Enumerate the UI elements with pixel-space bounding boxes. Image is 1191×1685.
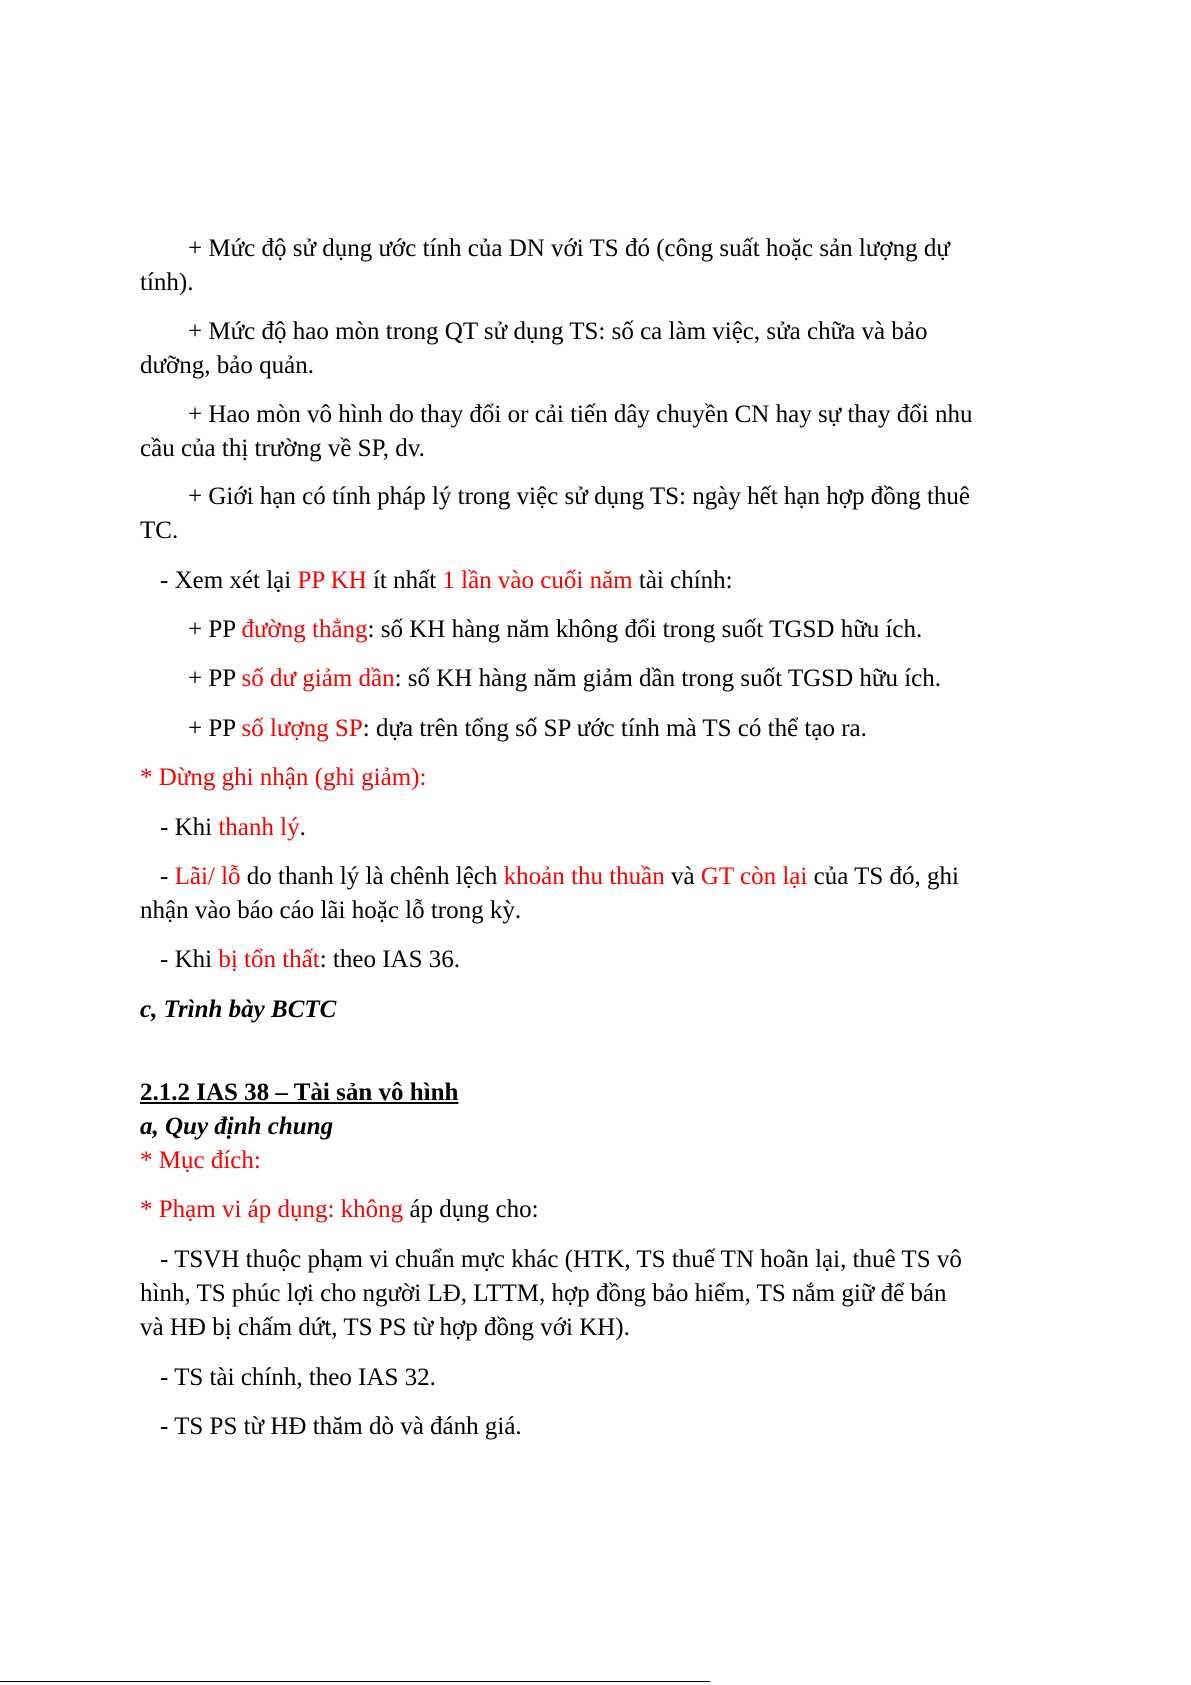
- exclusion-other-standards: - TSVH thuộc phạm vi chuẩn mực khác (HTK, TS thuế TN hoãn lại, thuê TS vô: [160, 1246, 962, 1273]
- text-span: : số KH hàng năm không đổi trong suốt TGSD hữu ích.: [367, 616, 923, 643]
- text-span: của TS đó, ghi: [807, 863, 959, 890]
- text-span: áp dụng cho:: [403, 1196, 539, 1223]
- section-c-heading: c, Trình bày BCTC: [140, 996, 337, 1023]
- footer-rule-dashed: [598, 1681, 710, 1682]
- text-span: do thanh lý là chênh lệch: [240, 863, 504, 890]
- highlight-span: số lượng SP: [241, 715, 363, 742]
- straight-line-method: [140, 613, 1108, 647]
- text-span: .: [299, 814, 306, 841]
- wear-line-cont: dưỡng, bảo quản.: [140, 352, 314, 379]
- text-span: + PP: [188, 715, 242, 742]
- highlight-span: thanh lý: [218, 814, 300, 841]
- wear-line: + Mức độ hao mòn trong QT sử dụng TS: số ca làm việc, sửa chữa và bảo: [188, 318, 928, 345]
- disposal-line: [140, 811, 1080, 845]
- text-span: tài chính:: [632, 567, 733, 594]
- impairment-line: [140, 943, 1080, 977]
- legal-limit-line: + Giới hạn có tính pháp lý trong việc sử dụng TS: ngày hết hạn hợp đồng thuê: [188, 483, 970, 510]
- highlight-span: PP KH: [297, 567, 367, 594]
- exclusion-other-standards-cont: và HĐ bị chấm dứt, TS PS từ hợp đồng với KH).: [140, 1314, 630, 1341]
- section-a-heading: a, Quy định chung: [140, 1113, 334, 1140]
- derecognition-heading: * Dừng ghi nhận (ghi giảm):: [140, 764, 427, 791]
- declining-balance-method: [140, 662, 1108, 696]
- highlight-span: khoản thu thuần: [503, 863, 665, 890]
- text-span: và: [664, 863, 701, 890]
- text-span: - Xem xét lại: [160, 567, 298, 594]
- highlight-span: đường thẳng: [241, 616, 368, 643]
- text-span: + PP: [188, 616, 242, 643]
- text-span: ít nhất: [366, 567, 443, 594]
- text-span: + PP: [188, 665, 242, 692]
- scope-line: [140, 1193, 1060, 1227]
- text-span: : theo IAS 36.: [319, 946, 460, 973]
- text-span: - Khi: [160, 946, 219, 973]
- section-212-heading: 2.1.2 IAS 38 – Tài sản vô hình: [140, 1079, 459, 1106]
- exclusion-exploration-assets: - TS PS từ HĐ thăm dò và đánh giá.: [160, 1413, 522, 1440]
- gain-loss-line-cont: nhận vào báo cáo lãi hoặc lỗ trong kỳ.: [140, 897, 522, 924]
- exclusion-financial-assets: - TS tài chính, theo IAS 32.: [160, 1364, 436, 1391]
- text-span: -: [160, 863, 175, 890]
- highlight-span: bị tổn thất: [218, 946, 320, 973]
- text-span: : số KH hàng năm giảm dần trong suốt TGSD hữu ích.: [394, 665, 941, 692]
- usage-estimate-line-cont: tính).: [140, 269, 194, 296]
- highlight-span: Lãi/ lỗ: [174, 863, 241, 890]
- highlight-span: 1 lần vào cuối năm: [442, 567, 633, 594]
- obsolescence-line-cont: cầu của thị trường về SP, dv.: [140, 435, 425, 462]
- exclusion-other-standards-cont: hình, TS phúc lợi cho người LĐ, LTTM, hợp đồng bảo hiểm, TS nắm giữ để bán: [140, 1280, 947, 1307]
- text-span: : dựa trên tổng số SP ước tính mà TS có thể tạo ra.: [362, 715, 867, 742]
- highlight-span: GT còn lại: [700, 863, 808, 890]
- highlight-span: số dư giảm dần: [241, 665, 395, 692]
- purpose-heading: * Mục đích:: [140, 1147, 261, 1174]
- legal-limit-line-cont: TC.: [140, 517, 179, 544]
- obsolescence-line: + Hao mòn vô hình do thay đổi or cải tiến dây chuyền CN hay sự thay đổi nhu: [188, 401, 973, 428]
- text-span: - Khi: [160, 814, 219, 841]
- units-of-production-method: [140, 712, 1108, 746]
- review-method-line: [140, 564, 1080, 598]
- usage-estimate-line: + Mức độ sử dụng ước tính của DN với TS đó (công suất hoặc sản lượng dự: [188, 235, 950, 262]
- gain-loss-line: [140, 860, 1080, 894]
- highlight-span: * Phạm vi áp dụng: không: [140, 1196, 404, 1223]
